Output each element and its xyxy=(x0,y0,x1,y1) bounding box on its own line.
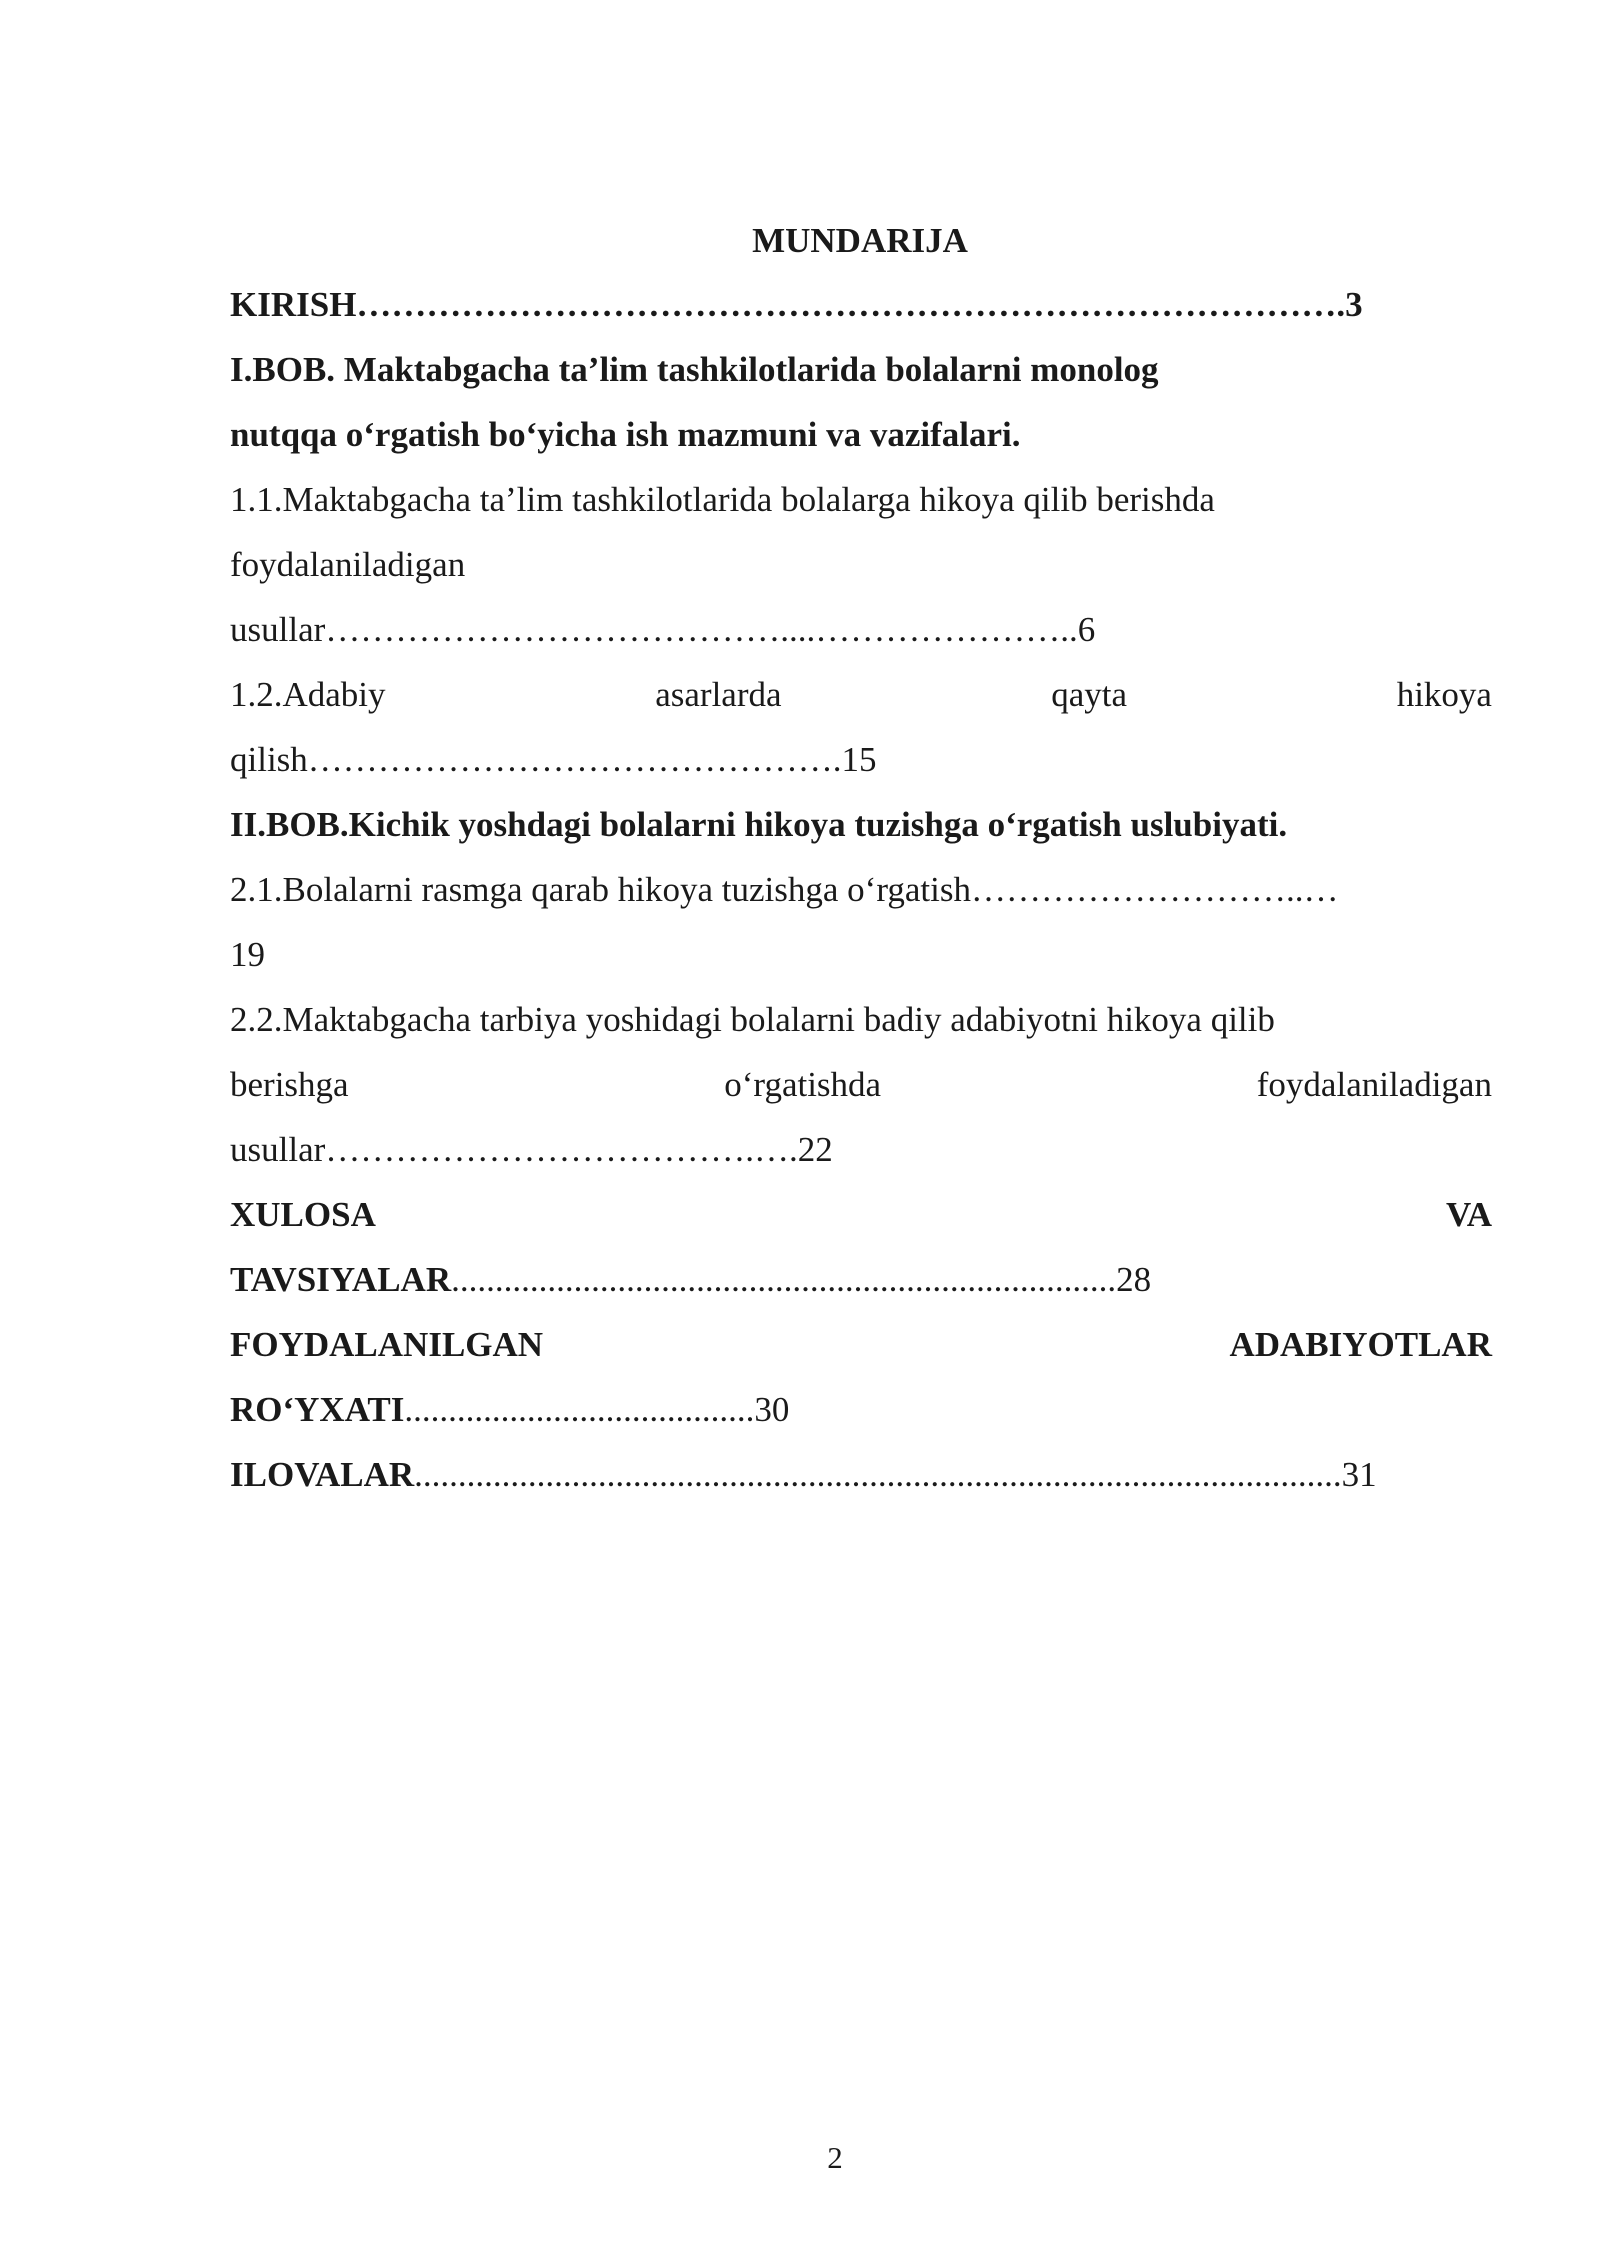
toc-leader-dots: ............................................................................28 xyxy=(451,1260,1152,1299)
toc-word: berishga xyxy=(230,1065,349,1104)
toc-label: ILOVALAR xyxy=(230,1455,415,1494)
toc-section-2-2-line-3: usullar……………………………….….22 xyxy=(230,1130,833,1169)
toc-word: 1.2.Adabiy xyxy=(230,675,386,714)
toc-word: ADABIYOTLAR xyxy=(1229,1325,1492,1364)
toc-label: RO‘YXATI xyxy=(230,1390,405,1429)
toc-section-1-2-line-2: qilish……………………………………….15 xyxy=(230,740,877,779)
toc-chapter-1-line-1: I.BOB. Maktabgacha ta’lim tashkilotlarida bolalarni monolog xyxy=(230,350,1159,389)
toc-conclusion-line-2 xyxy=(230,1257,1492,1303)
page-title: MUNDARIJA xyxy=(752,221,968,260)
toc-references-line-1 xyxy=(230,1322,1492,1368)
toc-label: TAVSIYALAR xyxy=(230,1260,452,1299)
toc-section-2-1-line-1: 2.1.Bolalarni rasmga qarab hikoya tuzishga o‘rgatish………………………..… xyxy=(230,870,1339,909)
toc-appendices xyxy=(230,1452,1492,1498)
toc-word: XULOSA xyxy=(230,1195,376,1234)
toc-entry-text: KIRISH………………………………………………………………………….3 xyxy=(230,285,1363,324)
toc-section-1-2-line-1 xyxy=(230,672,1492,718)
toc-section-2-1-line-2: 19 xyxy=(230,935,265,974)
toc-word: foydalaniladigan xyxy=(1256,1065,1492,1104)
toc-section-1-1-line-1: 1.1.Maktabgacha ta’lim tashkilotlarida bolalarga hikoya qilib berishda xyxy=(230,480,1215,519)
toc-section-2-2-line-1: 2.2.Maktabgacha tarbiya yoshidagi bolalarni badiy adabiyotni hikoya qilib xyxy=(230,1000,1275,1039)
toc-word: FOYDALANILGAN xyxy=(230,1325,544,1364)
toc-word: VA xyxy=(1445,1195,1492,1234)
toc-word: o‘rgatishda xyxy=(724,1065,882,1104)
page-number: 2 xyxy=(827,2140,843,2175)
toc-word: hikoya xyxy=(1396,675,1492,714)
toc-chapter-2: II.BOB.Kichik yoshdagi bolalarni hikoya tuzishga o‘rgatish uslubiyati. xyxy=(230,805,1288,844)
toc-word: asarlarda xyxy=(655,675,782,714)
toc-references-line-2 xyxy=(230,1387,1492,1433)
toc-conclusion-line-1 xyxy=(230,1192,1492,1238)
toc-leader-dots: ..........................................................................................................31 xyxy=(414,1455,1377,1494)
toc-word: qayta xyxy=(1051,675,1128,714)
toc-leader-dots: ........................................30 xyxy=(404,1390,790,1429)
toc-chapter-1-line-2: nutqqa o‘rgatish bo‘yicha ish mazmuni va vazifalari. xyxy=(230,415,1021,454)
toc-section-1-1-line-3: usullar…………………………………....…………………..6 xyxy=(230,610,1096,649)
toc-section-2-2-line-2 xyxy=(230,1062,1492,1108)
toc-entry-kirish xyxy=(230,282,1492,328)
toc-section-1-1-line-2: foydalaniladigan xyxy=(230,545,466,584)
